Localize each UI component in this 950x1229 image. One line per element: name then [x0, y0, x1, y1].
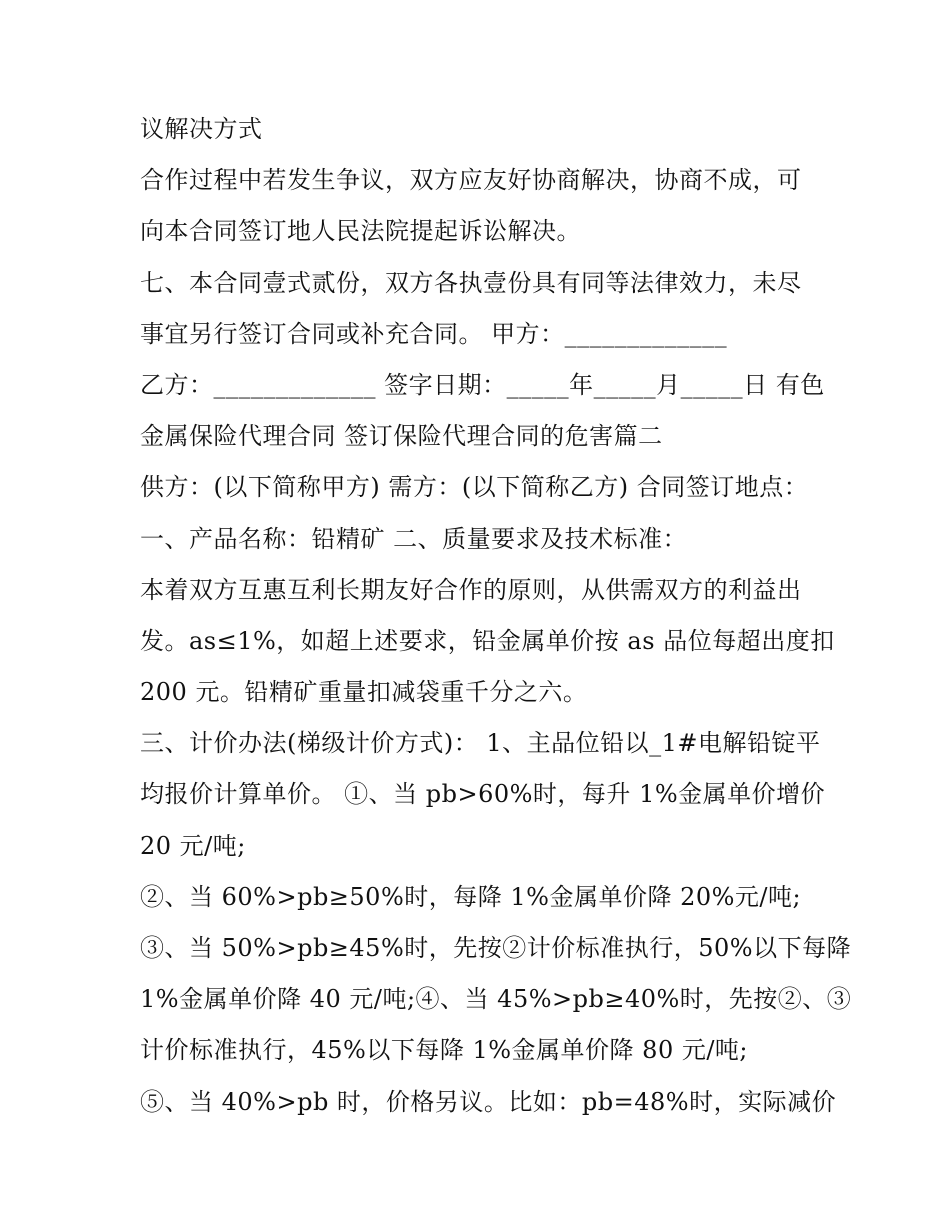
text-line: 向本合同签订地人民法院提起诉讼解决。: [140, 217, 581, 246]
text-line: 合作过程中若发生争议，双方应友好协商解决，协商不成，可: [140, 166, 802, 195]
text-line: ②、当 60%>pb≥50%时，每降 1%金属单价降 20%元/吨;: [140, 882, 802, 911]
text-line: 七、本合同壹式贰份，双方各执壹份具有同等法律效力，未尽: [140, 268, 802, 297]
text-line: 计价标准执行，45%以下每降 1%金属单价降 80 元/吨;: [140, 1036, 749, 1065]
text-line: ③、当 50%>pb≥45%时，先按②计价标准执行，50%以下每降: [140, 934, 852, 962]
text-line: 议解决方式: [140, 115, 263, 143]
text-line: 三、计价办法(梯级计价方式)： 1、主品位铅以_1#电解铅锭平: [140, 729, 821, 758]
text-line: 供方：(以下简称甲方) 需方：(以下简称乙方) 合同签订地点：: [140, 473, 809, 502]
text-line: 均报价计算单价。 ①、当 pb>60%时，每升 1%金属单价增价: [140, 780, 826, 809]
text-line: 一、产品名称：铅精矿 二、质量要求及技术标准：: [140, 524, 688, 553]
text-line: 200 元。铅精矿重量扣减袋重千分之六。: [140, 678, 588, 707]
text-line: 乙方：_____________ 签字日期：_____年_____月_____日 有色: [140, 370, 825, 399]
text-line: 事宜另行签订合同或补充合同。 甲方：_____________: [140, 319, 728, 348]
document-body: [140, 104, 852, 1128]
text-line: 20 元/吨;: [140, 831, 246, 860]
text-line: 1%金属单价降 40 元/吨;④、当 45%>pb≥40%时，先按②、③: [140, 985, 852, 1014]
text-line: 金属保险代理合同 签订保险代理合同的危害篇二: [140, 422, 663, 451]
text-line: 本着双方互惠互利长期友好合作的原则，从供需双方的利益出: [140, 575, 802, 604]
text-line: 发。as≤1%，如超上述要求，铅金属单价按 as 品位每超出度扣: [140, 626, 835, 655]
text-line: ⑤、当 40%>pb 时，价格另议。比如：pb=48%时，实际减价: [140, 1087, 837, 1116]
